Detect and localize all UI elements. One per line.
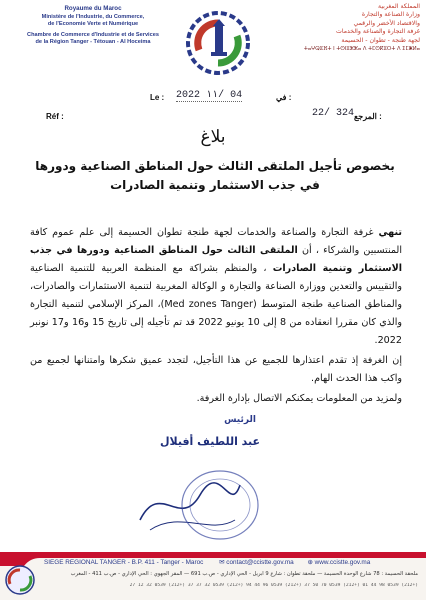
body-p1-text-b: ، والمنظم بشراكة مع المنظمة العربية للتنمية الصناعية والتقييس والتعدين ووزارة الصناعة والتجارة و الوكالة المغربية لتنمية الاستثمارات والصادرات، والمناطق الصناعية طنجة المتوسط (Med zones Tanger)، المركز الإسلامي لتنمية التجارة والذي كان مقررا انعقاده من 8 إلى 10 يونيو 2022 قد تم تأجيله إلى تاريخ 15 و16 و17 نونبر 2022. — [30, 263, 403, 346]
signature-and-stamp — [120, 460, 270, 546]
footer-siege: SIEGE REGIONAL TANGER - B.P. 411 - Tanger - Maroc — [44, 559, 204, 566]
document-title: بلاغ — [200, 127, 226, 147]
date-value: 2022 ١١/ 04 — [176, 90, 243, 101]
signature-title: الرئيس — [224, 415, 256, 425]
body-p1-event-name: الملتقى الثالث حول المناطق الصناعية ودورها في جذب الاستثمار وتنمية الصادرات — [30, 245, 403, 274]
ministry-line-1-ar: وزارة الصناعة والتجارة — [361, 11, 420, 19]
ministry-line-2-ar: والاقتصاد الأخضر والرقمي — [353, 19, 420, 27]
date-label-ar: في : — [276, 93, 292, 102]
footer-website[interactable]: www.ccistte.gov.ma — [314, 559, 371, 566]
ref-value: 22/ 324 — [312, 108, 355, 119]
footer-phones: (+212) 0539 98 44 01 (+212) 0539 70 50 37 (+212) 0539 96 44 94 (+212) 0539 32 37 37 (+212) 0539 32 12 27 — [129, 583, 418, 588]
header-french-block — [8, 5, 178, 46]
email-icon: ✉ — [219, 559, 225, 566]
ref-label-fr: Réf : — [46, 112, 64, 121]
ministry-line-1: Ministère de l'Industrie, du Commerce, — [41, 14, 145, 20]
body-p1-lead: تنهي — [378, 227, 402, 238]
body-p1-text-a: غرفة التجارة والصناعة والخدمات لجهة طنجة تطوان الحسيمة إلى علم عموم كافة المنتسبين والشركاء ، أن — [30, 227, 402, 256]
ref-label-ar: المرجع : — [354, 112, 382, 121]
ministry-line-2: de l'Economie Verte et Numérique — [47, 21, 139, 27]
footer-email[interactable]: contact@ccistte.gov.ma — [226, 559, 294, 566]
signature-name: عبد اللطيف أفيلال — [159, 435, 261, 448]
globe-icon: ⊕ — [307, 559, 313, 566]
chamber-line-1-ar: غرفة التجارة والصناعة والخدمات — [336, 28, 420, 36]
kingdom-label: Royaume du Maroc — [64, 5, 122, 12]
body-paragraph-1 — [30, 224, 402, 350]
body-paragraph-2: إن الغرفة إذ تقدم اعتذارها للجميع عن هذا التأجيل، لتجدد عميق شكرها وامتنانها لجميع من واكب هذا الحدث الهام. — [30, 355, 402, 384]
chamber-line-1: Chambre de Commerce d'Industrie et de Services — [27, 32, 159, 38]
date-label-fr: Le : — [150, 93, 165, 102]
chamber-logo — [185, 10, 251, 76]
header-arabic-block — [248, 3, 420, 53]
chamber-line-tifinagh: ⵜⴰⵖⵕⵓⴼⵜ ⵏ ⵜⵙⵏⵓⵣⵣⴰ ⴷ ⵜⵎⵙⴽⵓⵔⵜ ⴷ ⵉⵎⵥⵍⴰ — [303, 46, 420, 53]
body-paragraph-3: ولمزيد من المعلومات يمكنكم الاتصال بإدارة الغرفة. — [196, 393, 402, 404]
document-subject: بخصوص تأجيل الملتقى الثالث حول المناطق الصناعية ودورها في جذب الاستثمار وتنمية الصادرات — [35, 159, 395, 192]
chamber-line-2-ar: لجهة طنجة - تطوان - الحسيمة — [341, 36, 420, 44]
chamber-line-2: de la Région Tanger - Tétouan - Al Hoceima — [35, 39, 151, 45]
footer-addresses: ملحقة الحسيمة : 78 شارع الوحدة الحسيمة — ملحقة تطوان : شارع 9 أبريل - الحي الإداري - ص.ب 691 — المقر الجهوي : الحي الإداري - ص.ب 411 - المغرب — [70, 571, 418, 577]
kingdom-label-ar: المملكة المغربية — [378, 3, 420, 10]
footer-contact-row — [44, 558, 418, 566]
